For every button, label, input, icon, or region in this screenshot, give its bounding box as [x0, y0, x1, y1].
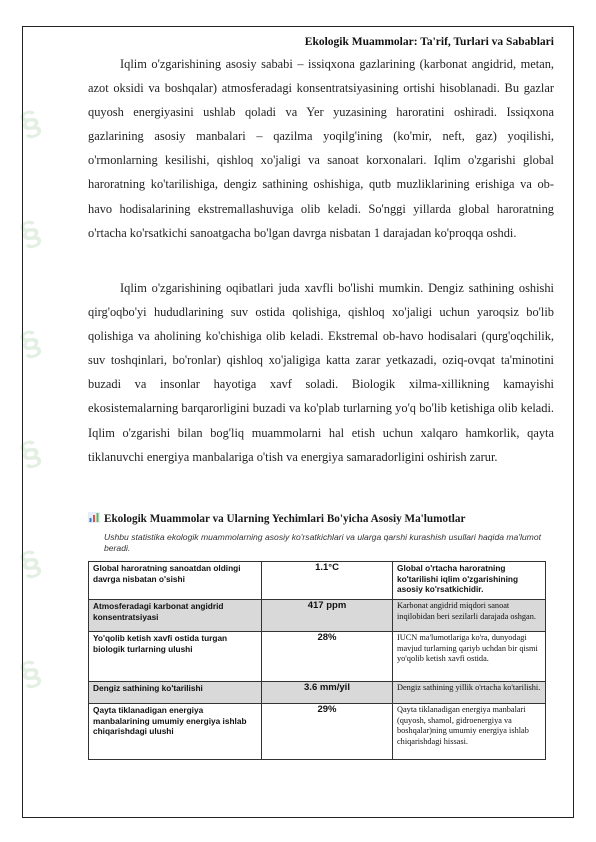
table-row [89, 632, 546, 682]
indicator-cell: Qayta tiklanadigan energiya manbalarining umumiy energiya ishlab chiqarishdagi ulushi [89, 704, 262, 760]
description-cell: Karbonat angidrid miqdori sanoat inqilobidan beri sezilarli darajada oshgan. [393, 600, 546, 632]
description-cell: Global o'rtacha haroratning ko'tarilishi iqlim o'zgarishining asosiy ko'rsatkichidir. [393, 562, 546, 600]
table-row [89, 600, 546, 632]
indicator-cell: Yo'qolib ketish xavfi ostida turgan biologik turlarning ulushi [89, 632, 262, 682]
svg-text:§: § [14, 212, 46, 255]
value-cell: 28% [262, 632, 393, 682]
paragraph-2: Iqlim o'zgarishining oqibatlari juda xavfli bo'lishi mumkin. Dengiz sathining oshishi qirg'oqbo'yi hududlarining suv ostida qolishiga, qishloq xo'jaligi uchun yaroqsiz bo'lib qolishiga va aholining ko'chishiga olib keladi. Ekstremal ob-havo hodisalari (qurg'oqchilik, suv toshqinlari, bo'ronlar) qishloq xo'jaligiga katta zarar yetkazadi, oziq-ovqat ta'minotini buzadi va insonlar hayotiga xavf soladi. Biologik xilma-xillikning kamayishi ekosistemalarning barqarorligini buzadi va ko'plab turlarning yo'q bo'lib ketishiga olib keladi. Iqlim o'zgarishi bilan bog'liq muammolarni hal etish uchun xalqaro hamkorlik, qayta tiklanuvchi energiya manbalariga o'tish va energiya samaradorligini oshirish zarur. [88, 281, 554, 464]
page-header-title: Ekologik Muammolar: Ta'rif, Turlari va Sabablari [304, 36, 554, 48]
description-cell: Dengiz sathining yillik o'rtacha ko'tarilishi. [393, 682, 546, 704]
description-cell: Qayta tiklanadigan energiya manbalari (quyosh, shamol, gidroenergiya va boshqalar)ning umumiy energiya ishlab chiqarishdagi hissasi. [393, 704, 546, 760]
section-title [88, 512, 465, 525]
statistics-table [88, 561, 546, 760]
indicator-cell: Atmosferadagi karbonat angidrid konsentratsiyasi [89, 600, 262, 632]
bar-chart-icon [88, 512, 100, 523]
paragraph-1: Iqlim o'zgarishining asosiy sababi – issiqxona gazlarining (karbonat angidrid, metan, azot oksidi va boshqalar) atmosferadagi konsentratsiyasining ortishi hisoblanadi. Bu gazlar quyosh energiyasini ushlab qoladi va Yer yuzasining haroratini oshiradi. Issiqxona gazlarining asosiy manbalari – qazilma yoqilg'ining (ko'mir, neft, gaz) yoqilishi, o'rmonlarning kesilishi, qishloq xo'jaligi va sanoat korxonalari. Iqlim o'zgarishi global haroratning ko'tarilishiga, dengiz sathining oshishiga, qutb muzliklarining erishiga va ob-havo hodisalarining ekstremallashuviga olib keladi. So'nggi yillarda global haroratning o'rtacha ko'rsatkichi sanoatgacha bo'lgan davrga nisbatan 1 darajadan ko'proqqa oshdi. [88, 57, 554, 240]
indicator-cell: Dengiz sathining ko'tarilishi [89, 682, 262, 704]
value-cell: 29% [262, 704, 393, 760]
value-cell: 3.6 mm/yil [262, 682, 393, 704]
indicator-cell: Global haroratning sanoatdan oldingi davrga nisbatan o'sishi [89, 562, 262, 600]
table-row [89, 682, 546, 704]
watermark [14, 90, 68, 780]
svg-text:§: § [14, 102, 46, 145]
svg-text:§: § [14, 432, 46, 475]
description-cell: IUCN ma'lumotlariga ko'ra, dunyodagi mavjud turlarning qariyb uchdan bir qismi yo'qolib ketish xavfi ostida. [393, 632, 546, 682]
svg-text:§: § [14, 542, 46, 585]
table-row [89, 562, 546, 600]
svg-text:§: § [14, 652, 46, 695]
table-row [89, 704, 546, 760]
value-cell: 417 ppm [262, 600, 393, 632]
svg-text:§: § [14, 322, 46, 365]
value-cell: 1.1°C [262, 562, 393, 600]
section-note: Ushbu statistika ekologik muammolarning asosiy ko'rsatkichlari va ularga qarshi kurashish usullari haqida ma'lumot beradi. [104, 532, 541, 553]
section-title-text: Ekologik Muammolar va Ularning Yechimlari Bo'yicha Asosiy Ma'lumotlar [104, 513, 466, 525]
